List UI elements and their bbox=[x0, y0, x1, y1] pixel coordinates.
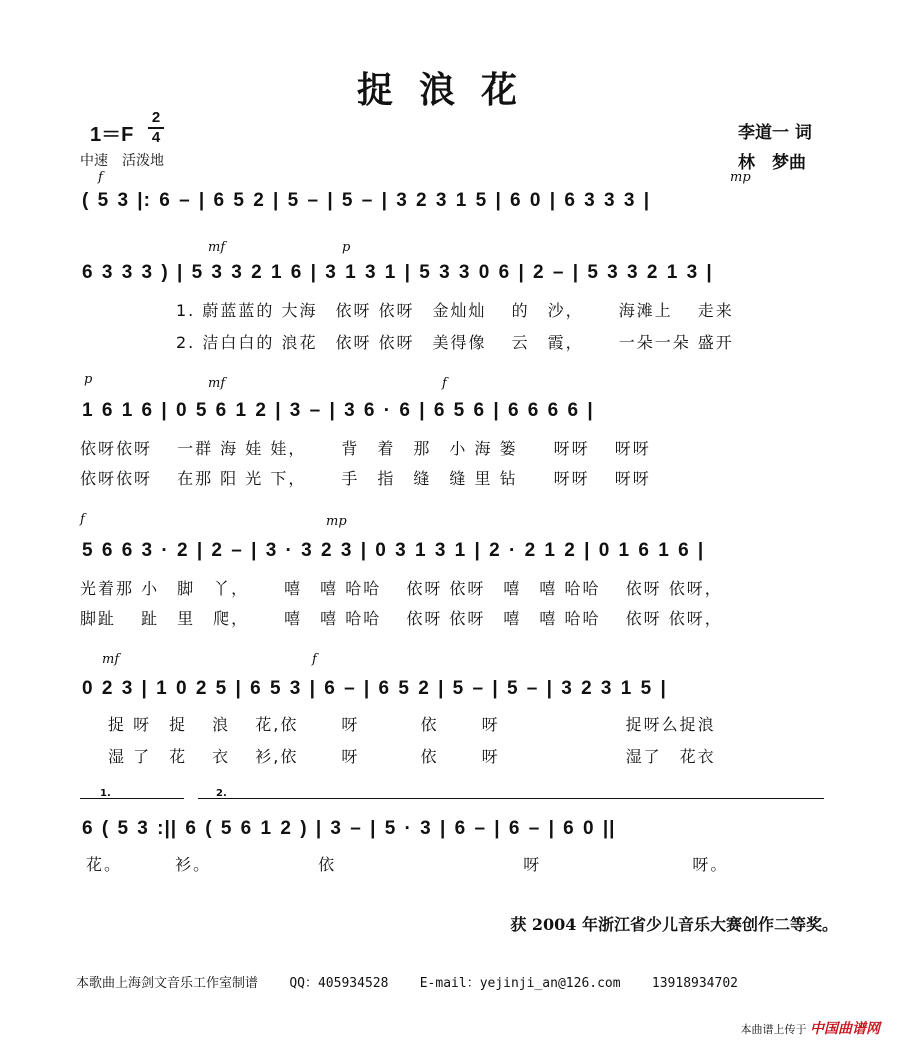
notation-line: 0 2 3 | 1 0 2 5 | 6 5 3 | 6 – | 6 5 2 | 5 – | 5 – | 3 2 3 1 5 | bbox=[82, 678, 667, 699]
composer-credit: 林 梦曲 bbox=[738, 153, 806, 173]
dynamic-mark: p bbox=[84, 372, 93, 387]
lyrics-verse-1: 1. 蔚蓝蓝的 大海 依呀 依呀 金灿灿 的 沙， 海滩上 走来 bbox=[176, 301, 734, 320]
notation-line: 1 6 1 6 | 0 5 6 1 2 | 3 – | 3 6 · 6 | 6 5 6 | 6 6 6 6 | bbox=[82, 400, 594, 421]
dynamic-mark: p bbox=[342, 240, 351, 255]
lyrics-verse-2: 湿 了 花 衣 衫,依 呀 依 呀 湿了 花衣 bbox=[108, 747, 716, 766]
time-signature bbox=[148, 110, 164, 146]
dynamic-mark: f bbox=[312, 652, 317, 667]
footer-studio: 本歌曲上海剑文音乐工作室制谱 bbox=[76, 976, 259, 991]
time-signature-top: 2 bbox=[151, 109, 161, 126]
dynamic-mark: mp bbox=[730, 170, 751, 185]
notation-line: 6 ( 5 3 :|| 6 ( 5 6 1 2 ) | 3 – | 5 · 3 | 6 – | 6 – | 6 0 || bbox=[82, 818, 616, 839]
footer-phone: 13918934702 bbox=[651, 976, 738, 991]
footer-email: E-mail：yejinji_an@126.com bbox=[419, 976, 621, 991]
dynamic-mark: mf bbox=[208, 240, 226, 255]
second-ending-label: 2. bbox=[216, 788, 227, 799]
footer-qq: QQ：405934528 bbox=[289, 976, 389, 991]
lyrics-final: 花。 衫。 依 呀 呀。 bbox=[86, 855, 729, 874]
dynamic-mark: f bbox=[98, 170, 103, 185]
lyrics-verse-1: 光着那 小 脚 丫， 嘻 嘻 哈哈 依呀 依呀 嘻 嘻 哈哈 依呀 依呀， bbox=[80, 579, 723, 598]
lyrics-verse-1: 捉 呀 捉 浪 花,依 呀 依 呀 捉呀么捉浪 bbox=[108, 715, 716, 734]
first-ending-label: 1. bbox=[100, 788, 111, 799]
lyricist-credit: 李道一 词 bbox=[738, 123, 812, 143]
notation-line: 6 3 3 3 ) | 5 3 3 2 1 6 | 3 1 3 1 | 5 3 3 0 6 | 2 – | 5 3 3 2 1 3 | bbox=[82, 262, 713, 283]
upload-note bbox=[741, 1018, 881, 1038]
notation-line: ( 5 3 |: 6 – | 6 5 2 | 5 – | 5 – | 3 2 3 1 5 | 6 0 | 6 3 3 3 | bbox=[82, 190, 651, 211]
dynamic-mark: mp bbox=[326, 514, 347, 529]
lyrics-verse-2: 脚趾 趾 里 爬， 嘻 嘻 哈哈 依呀 依呀 嘻 嘻 哈哈 依呀 依呀， bbox=[80, 609, 723, 628]
lyrics-verse-2: 依呀依呀 在那 阳 光 下， 手 指 缝 缝 里 钻 呀呀 呀呀 bbox=[80, 469, 651, 488]
notation-line: 5 6 6 3 · 2 | 2 – | 3 · 3 2 3 | 0 3 1 3 1 | 2 · 2 1 2 | 0 1 6 1 6 | bbox=[82, 540, 705, 561]
site-logo[interactable]: 中国曲谱网 bbox=[810, 1021, 880, 1037]
dynamic-mark: f bbox=[442, 376, 447, 391]
footer-credits bbox=[76, 972, 738, 991]
dynamic-mark: f bbox=[80, 512, 85, 527]
upload-text: 本曲谱上传于 bbox=[740, 1023, 807, 1036]
lyrics-verse-1: 依呀依呀 一群 海 娃 娃， 背 着 那 小 海 篓 呀呀 呀呀 bbox=[80, 439, 651, 458]
song-title: 捉浪花 bbox=[356, 69, 543, 111]
time-signature-bottom: 4 bbox=[151, 129, 161, 146]
lyrics-verse-2: 2. 洁白白的 浪花 依呀 依呀 美得像 云 霞， 一朵一朵 盛开 bbox=[176, 333, 734, 352]
award-note: 获 2004 年浙江省少儿音乐大赛创作二等奖。 bbox=[510, 915, 838, 934]
tempo-marking: 中速 活泼地 bbox=[80, 153, 164, 169]
key-signature: 1＝F bbox=[90, 124, 134, 146]
dynamic-mark: mf bbox=[208, 376, 226, 391]
dynamic-mark: mf bbox=[102, 652, 120, 667]
